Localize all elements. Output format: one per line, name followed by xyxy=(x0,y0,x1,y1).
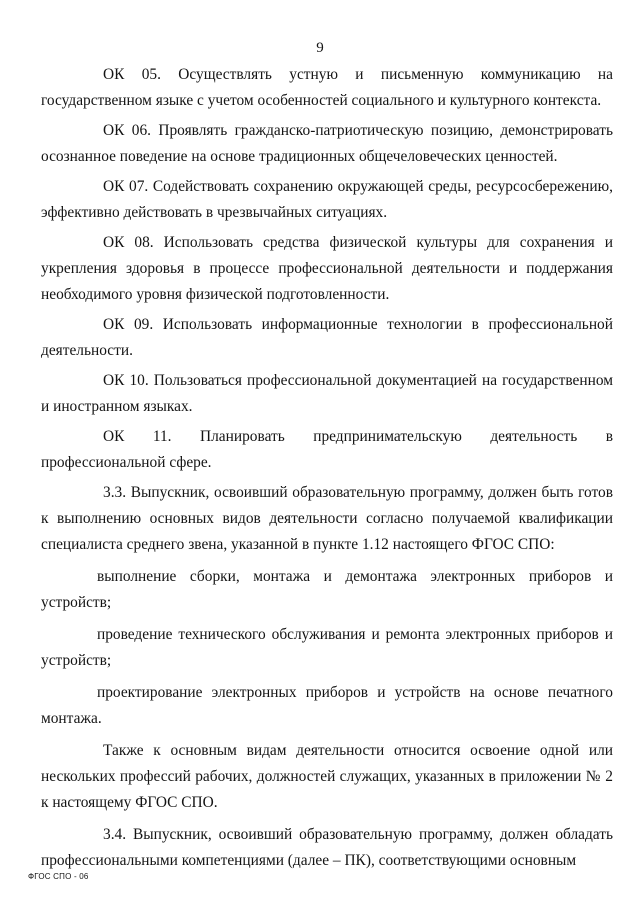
document-body xyxy=(41,62,613,878)
list-item-assembly: выполнение сборки, монтажа и демонтажа электронных приборов и устройств; xyxy=(41,568,613,611)
paragraph-ok10: ОК 10. Пользоваться профессиональной документацией на государственном и иностранном языках. xyxy=(41,372,613,415)
paragraph-additional-activities: Также к основным видам деятельности относится освоение одной или нескольких профессий рабочих, должностей служащих, указанных в приложении № 2 к настоящему ФГОС СПО. xyxy=(41,742,613,811)
paragraph-ok06: ОК 06. Проявлять гражданско-патриотическую позицию, демонстрировать осознанное поведение на основе традиционных общечеловеческих ценностей. xyxy=(41,122,613,165)
paragraph-ok08: ОК 08. Использовать средства физической культуры для сохранения и укрепления здоровья в процессе профессиональной деятельности и поддержания необходимого уровня физической подготовленности. xyxy=(41,234,613,303)
paragraph-ok05: ОК 05. Осуществлять устную и письменную коммуникацию на государственном языке с учетом особенностей социального и культурного контекста. xyxy=(41,66,613,109)
page-number: 9 xyxy=(316,40,324,56)
list-item-maintenance: проведение технического обслуживания и ремонта электронных приборов и устройств; xyxy=(41,626,613,669)
list-item-design: проектирование электронных приборов и устройств на основе печатного монтажа. xyxy=(41,684,613,727)
paragraph-ok11: ОК 11. Планировать предпринимательскую деятельность в профессиональной сфере. xyxy=(41,428,613,471)
paragraph-3-3: 3.3. Выпускник, освоивший образовательную программу, должен быть готов к выполнению основных видов деятельности согласно получаемой квалификации специалиста среднего звена, указанной в пункте 1.12 настоящего ФГОС СПО: xyxy=(41,484,613,553)
paragraph-3-4: 3.4. Выпускник, освоивший образовательную программу, должен обладать профессиональными компетенциями (далее – ПК), соответствующими основным xyxy=(41,826,613,869)
paragraph-ok07: ОК 07. Содействовать сохранению окружающей среды, ресурсосбережению, эффективно действовать в чрезвычайных ситуациях. xyxy=(41,178,613,221)
footer-label: ФГОС СПО - 06 xyxy=(28,872,89,881)
paragraph-ok09: ОК 09. Использовать информационные технологии в профессиональной деятельности. xyxy=(41,316,613,359)
